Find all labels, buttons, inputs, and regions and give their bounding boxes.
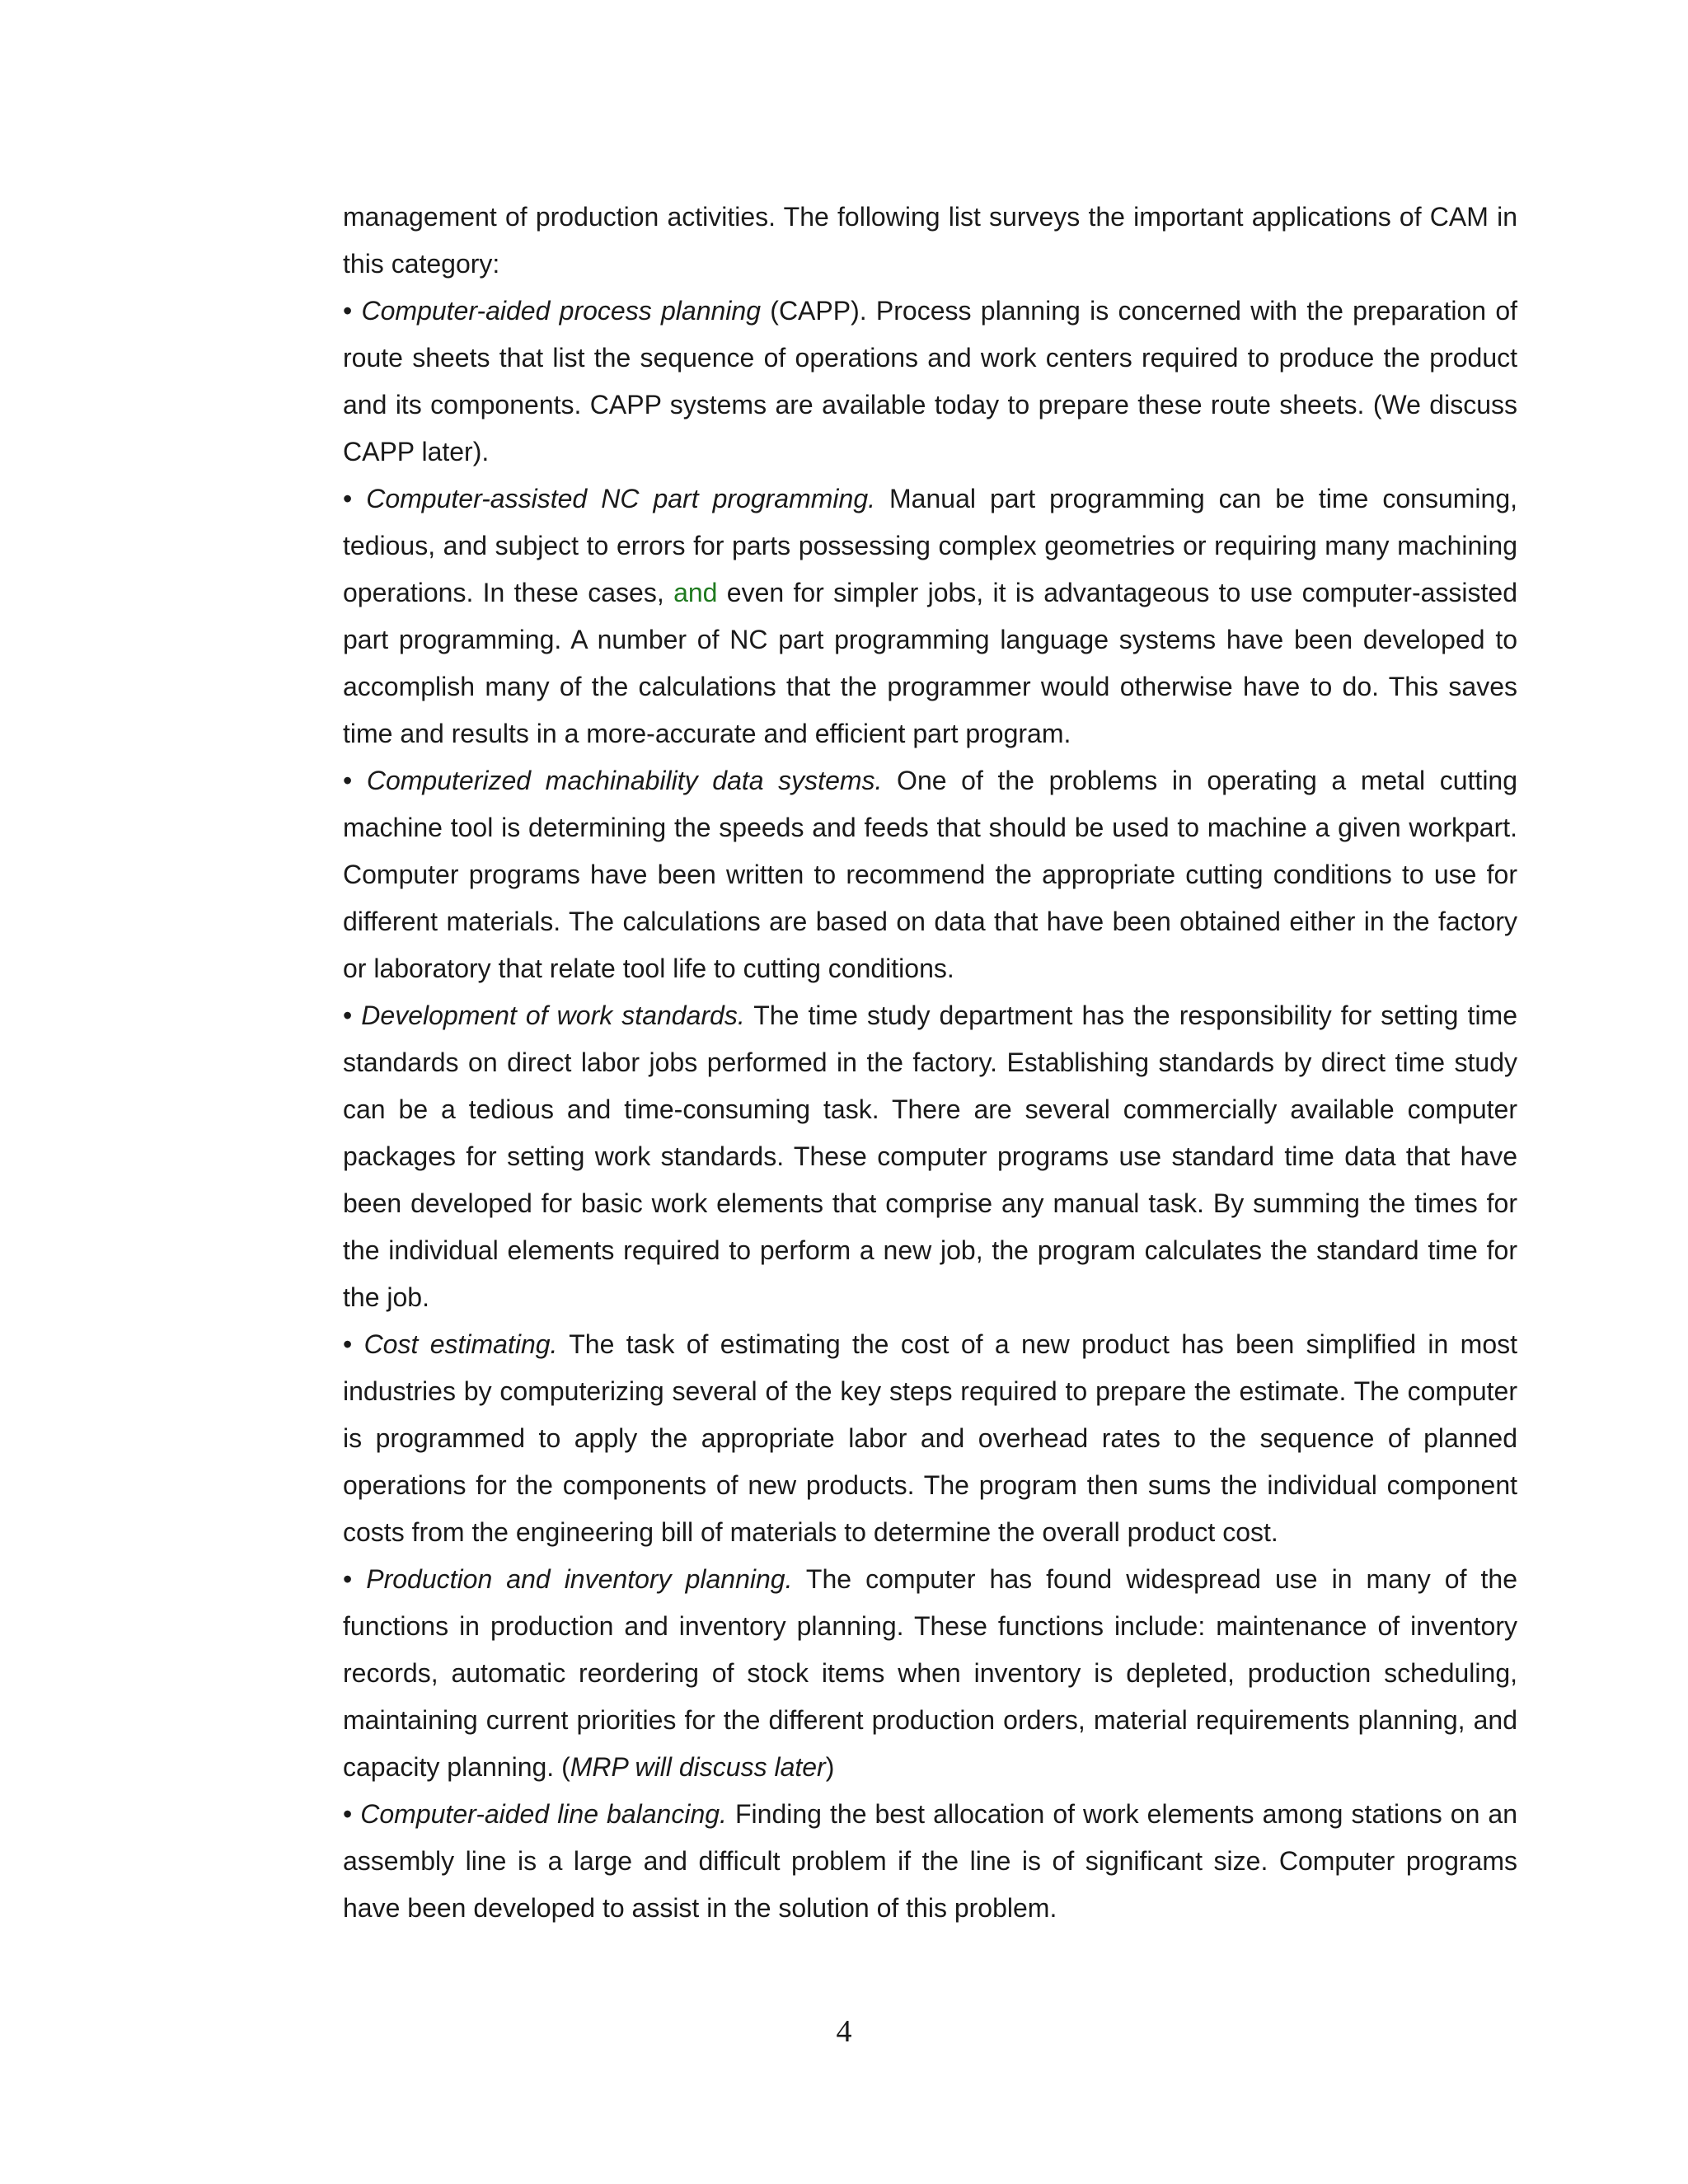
item-line-balancing [343,1791,1517,1932]
item-text: Manual part programming can be time consuming, tedious, and subject to errors for parts possessing complex geometries or requiring many machining operations. In these cases, [343,484,1517,607]
body-text [343,194,1517,1932]
item-text: The computer has found widespread use in many of the functions in production and inventory planning. These functions include: maintenance of inventory records, automatic reordering of stock items when inventory is depleted, production scheduling, maintaining current priorities for the different production orders, material requirements planning, and capacity planning. ( [343,1564,1518,1782]
item-term: Production and inventory planning. [366,1564,793,1594]
item-cost-estimating [343,1321,1517,1556]
bullet: • [343,1001,353,1030]
item-text: ) [825,1752,835,1782]
item-term: Computerized machinability data systems. [366,766,883,795]
item-machinability [343,757,1517,992]
intro-paragraph [343,194,1517,288]
bullet: • [343,1799,353,1829]
item-text: The task of estimating the cost of a new product has been simplified in most industries by computerizing several of the key steps required to prepare the estimate. The computer is programmed to apply the appropriate labor and overhead rates to the sequence of planned operations for the components of new products. The program then sums the individual component costs from the engineering bill of materials to determine the overall product cost. [343,1329,1518,1547]
item-text: One of the problems in operating a metal cutting machine tool is determining the speeds and feeds that should be used to machine a given workpart. Computer programs have been written to recommend the appropriate cutting conditions to use for different materials. The calculations are based on data that have been obtained either in the factory or laboratory that relate tool life to cutting conditions. [343,766,1518,983]
item-note: MRP will discuss later [570,1752,826,1782]
item-text: Finding the best allocation of work elements among stations on an assembly line is a large and difficult problem if the line is of significant size. Computer programs have been developed to assist in the solution of this problem. [343,1799,1518,1923]
item-nc-programming [343,476,1517,757]
bullet: • [343,1329,353,1359]
item-work-standards [343,992,1517,1321]
bullet: • [343,766,353,795]
item-term: Computer-assisted NC part programming. [366,484,875,513]
item-term: Cost estimating. [363,1329,558,1359]
item-term: Development of work standards. [361,1001,745,1030]
item-term: Computer-aided line balancing. [360,1799,727,1829]
item-text: The time study department has the responsibility for setting time standards on direct labor jobs performed in the factory. Establishing standards by direct time study can be a tedious and time-consuming task. There are several commercially available computer packages for setting work standards. These computer programs use standard time data that have been developed for basic work elements that comprise any manual task. By summing the times for the individual elements required to perform a new job, the program calculates the standard time for the job. [343,1001,1518,1312]
bullet: • [343,484,353,513]
item-text: even for simpler jobs, it is advantageous to use computer-assisted part programming. A number of NC part programming language systems have been developed to accomplish many of the calculations that the programmer would otherwise have to do. This saves time and results in a more-accurate and efficient part program. [343,578,1517,748]
bullet: • [343,1564,353,1594]
item-inventory-planning [343,1556,1517,1791]
intro-text: management of production activities. The following list surveys the important applications of CAM in this category: [343,202,1517,279]
highlighted-word: and [673,578,718,607]
bullet: • [343,296,353,326]
item-term: Computer-aided process planning [361,296,761,326]
page-number: 4 [836,2014,852,2049]
item-text: (CAPP). Process planning is concerned with the preparation of route sheets that list the sequence of operations and work centers required to produce the product and its components. CAPP systems are available today to prepare these route sheets. (We discuss CAPP later). [343,296,1518,466]
item-capp [343,288,1517,476]
